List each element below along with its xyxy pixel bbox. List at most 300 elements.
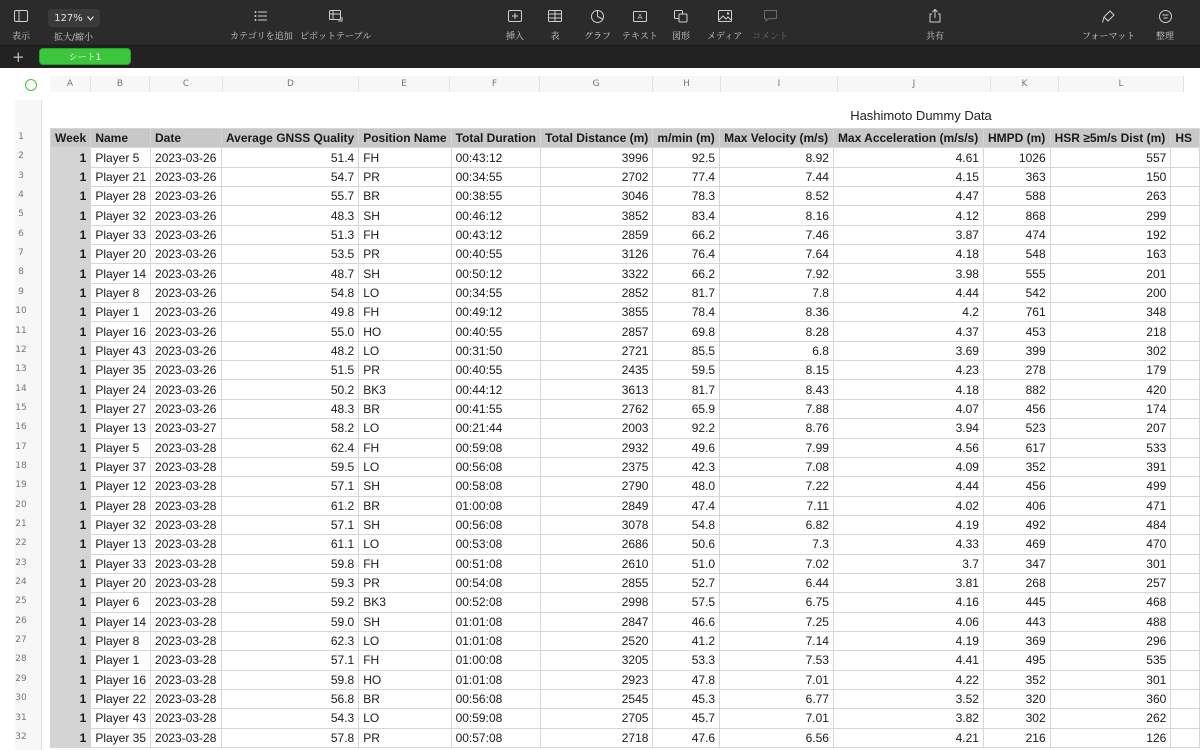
table-cell[interactable]: 45.3 (653, 689, 720, 708)
table-cell[interactable]: 218 (1050, 322, 1171, 341)
table-cell[interactable]: 301 (1050, 670, 1171, 689)
table-cell[interactable]: 00:57:08 (451, 728, 541, 747)
table-cell[interactable]: 53.3 (653, 651, 720, 670)
table-cell[interactable]: SH (359, 206, 451, 225)
table-cell[interactable]: 1026 (983, 148, 1050, 167)
table-cell[interactable]: 1 (51, 496, 91, 515)
table-cell[interactable]: 882 (983, 380, 1050, 399)
table-cell-empty[interactable] (1171, 341, 1200, 360)
table-cell[interactable]: 4.07 (833, 399, 983, 418)
table-cell[interactable]: Player 22 (91, 689, 151, 708)
table-cell[interactable]: 00:59:08 (451, 438, 541, 457)
table-cell[interactable]: 7.99 (720, 438, 834, 457)
table-cell[interactable]: 00:31:50 (451, 341, 541, 360)
table-cell[interactable]: BR (359, 399, 451, 418)
table-cell[interactable]: 1 (51, 612, 91, 631)
table-cell[interactable]: 4.2 (833, 303, 983, 322)
table-cell-empty[interactable] (1171, 245, 1200, 264)
table-cell[interactable]: 65.9 (653, 399, 720, 418)
table-cell-empty[interactable] (1171, 380, 1200, 399)
table-cell[interactable]: HO (359, 322, 451, 341)
table-cell[interactable]: 2023-03-28 (151, 535, 222, 554)
table-cell[interactable]: 3.81 (833, 573, 983, 592)
add-category-button[interactable] (230, 6, 293, 42)
column-header-d[interactable]: D (223, 76, 359, 92)
table-cell[interactable]: 299 (1050, 206, 1171, 225)
table-cell[interactable]: Player 35 (91, 361, 151, 380)
table-cell-empty[interactable] (1171, 573, 1200, 592)
comment-button[interactable] (752, 6, 788, 42)
table-cell[interactable]: 301 (1050, 554, 1171, 573)
table-cell[interactable]: FH (359, 148, 451, 167)
table-cell[interactable]: 2686 (541, 535, 653, 554)
header-cell[interactable]: Max Velocity (m/s) (720, 129, 834, 148)
table-cell[interactable]: 3.7 (833, 554, 983, 573)
table-cell[interactable]: 6.75 (720, 593, 834, 612)
table-cell[interactable]: 62.4 (221, 438, 358, 457)
row-number[interactable]: 4 (18, 190, 24, 201)
table-cell[interactable]: 262 (1050, 709, 1171, 728)
table-cell[interactable]: 52.7 (653, 573, 720, 592)
table-cell[interactable]: LO (359, 535, 451, 554)
table-cell[interactable]: 54.3 (221, 709, 358, 728)
table-cell[interactable]: 7.01 (720, 670, 834, 689)
table-cell[interactable]: 00:40:55 (451, 361, 541, 380)
table-cell[interactable]: SH (359, 612, 451, 631)
table-cell[interactable]: 83.4 (653, 206, 720, 225)
table-cell[interactable]: 6.8 (720, 341, 834, 360)
row-number[interactable]: 1 (18, 132, 24, 142)
table-cell[interactable]: 61.2 (221, 496, 358, 515)
table-cell[interactable]: 2023-03-28 (151, 631, 222, 650)
table-cell[interactable]: 00:43:12 (451, 225, 541, 244)
table-cell[interactable]: 257 (1050, 573, 1171, 592)
table-cell[interactable]: 7.22 (720, 477, 834, 496)
table-cell[interactable]: 2023-03-26 (151, 361, 222, 380)
table-cell[interactable]: 51.3 (221, 225, 358, 244)
pivot-table-button[interactable] (300, 6, 371, 42)
table-cell[interactable]: BK3 (359, 380, 451, 399)
table-cell[interactable]: Player 8 (91, 631, 151, 650)
table-cell[interactable]: Player 32 (91, 206, 151, 225)
table-cell[interactable]: 1 (51, 283, 91, 302)
table-cell[interactable]: Player 35 (91, 728, 151, 747)
table-cell[interactable]: 50.2 (221, 380, 358, 399)
table-cell[interactable]: 59.0 (221, 612, 358, 631)
table-cell[interactable]: 1 (51, 206, 91, 225)
table-cell[interactable]: 78.3 (653, 187, 720, 206)
table-cell-empty[interactable] (1171, 322, 1200, 341)
table-cell[interactable]: 2003 (541, 419, 653, 438)
table-cell[interactable]: 2705 (541, 709, 653, 728)
table-cell[interactable]: 2023-03-28 (151, 573, 222, 592)
table-cell[interactable]: 49.8 (221, 303, 358, 322)
table-cell[interactable]: 192 (1050, 225, 1171, 244)
table-cell[interactable]: 1 (51, 670, 91, 689)
table-cell[interactable]: 42.3 (653, 457, 720, 476)
table-cell[interactable]: 00:59:08 (451, 709, 541, 728)
header-cell[interactable]: m/min (m) (653, 129, 720, 148)
table-cell[interactable]: 163 (1050, 245, 1171, 264)
table-cell[interactable]: 369 (983, 631, 1050, 650)
table-cell[interactable]: 53.5 (221, 245, 358, 264)
spreadsheet-canvas[interactable] (0, 68, 1200, 750)
shape-button[interactable] (672, 6, 690, 42)
table-cell[interactable]: 495 (983, 651, 1050, 670)
table-button[interactable] (548, 6, 562, 42)
table-cell[interactable]: 3996 (541, 148, 653, 167)
table-cell[interactable]: 3613 (541, 380, 653, 399)
table-cell[interactable]: 347 (983, 554, 1050, 573)
header-cell[interactable]: HSR ≥5m/s Dist (m) (1050, 129, 1171, 148)
table-title[interactable]: Hashimoto Dummy Data (850, 108, 992, 123)
table-cell[interactable]: 2023-03-26 (151, 225, 222, 244)
table-cell[interactable]: 8.28 (720, 322, 834, 341)
table-cell[interactable]: 443 (983, 612, 1050, 631)
table-cell[interactable]: 263 (1050, 187, 1171, 206)
table-cell[interactable]: 00:56:08 (451, 515, 541, 534)
table-cell[interactable]: 8.52 (720, 187, 834, 206)
table-cell[interactable]: 4.23 (833, 361, 983, 380)
table-cell[interactable]: 1 (51, 573, 91, 592)
zoom-dropdown[interactable] (48, 9, 100, 27)
table-cell[interactable]: 2435 (541, 361, 653, 380)
table-cell[interactable]: 492 (983, 515, 1050, 534)
table-cell[interactable]: 7.92 (720, 264, 834, 283)
table-cell[interactable]: 48.3 (221, 206, 358, 225)
row-number[interactable]: 8 (18, 267, 24, 278)
table-cell[interactable]: 57.1 (221, 515, 358, 534)
table-cell[interactable]: 4.19 (833, 631, 983, 650)
table-cell[interactable]: 360 (1050, 689, 1171, 708)
table-cell[interactable]: 4.15 (833, 167, 983, 186)
table-cell[interactable]: 179 (1050, 361, 1171, 380)
table-cell[interactable]: 2023-03-26 (151, 303, 222, 322)
table-cell[interactable]: 00:34:55 (451, 167, 541, 186)
table-cell[interactable]: 55.0 (221, 322, 358, 341)
row-number[interactable]: 12 (15, 344, 27, 355)
table-cell[interactable]: Player 33 (91, 225, 151, 244)
table-cell[interactable]: 78.4 (653, 303, 720, 322)
table-cell-empty[interactable] (1171, 689, 1200, 708)
table-cell[interactable]: Player 1 (91, 651, 151, 670)
row-number[interactable]: 18 (15, 460, 27, 471)
table-cell[interactable]: 2847 (541, 612, 653, 631)
table-cell[interactable]: 4.56 (833, 438, 983, 457)
table-cell[interactable]: 4.44 (833, 283, 983, 302)
table-cell[interactable]: 54.8 (653, 515, 720, 534)
table-cell[interactable]: 2023-03-26 (151, 187, 222, 206)
table-cell[interactable]: 320 (983, 689, 1050, 708)
add-sheet-button[interactable]: + (12, 48, 25, 66)
table-cell[interactable]: 56.8 (221, 689, 358, 708)
table-cell[interactable]: 1 (51, 631, 91, 650)
table-cell[interactable]: 1 (51, 689, 91, 708)
table-cell[interactable]: 474 (983, 225, 1050, 244)
table-cell[interactable]: Player 28 (91, 187, 151, 206)
table-cell[interactable]: 4.12 (833, 206, 983, 225)
header-cell[interactable]: Total Duration (451, 129, 541, 148)
table-cell[interactable]: 1 (51, 399, 91, 418)
column-header-k[interactable]: K (991, 76, 1059, 92)
table-cell-empty[interactable] (1171, 438, 1200, 457)
table-cell[interactable]: BR (359, 689, 451, 708)
table-cell[interactable]: 7.8 (720, 283, 834, 302)
view-button[interactable] (12, 6, 30, 42)
table-cell[interactable]: 1 (51, 515, 91, 534)
table-cell[interactable]: 4.33 (833, 535, 983, 554)
table-cell[interactable]: 00:53:08 (451, 535, 541, 554)
table-cell[interactable]: Player 12 (91, 477, 151, 496)
table-cell[interactable]: 2998 (541, 593, 653, 612)
table-cell[interactable]: Player 5 (91, 148, 151, 167)
row-number[interactable]: 30 (15, 693, 27, 704)
table-cell[interactable]: LO (359, 709, 451, 728)
table-cell[interactable]: 7.88 (720, 399, 834, 418)
table-cell[interactable]: 296 (1050, 631, 1171, 650)
table-cell[interactable]: 1 (51, 167, 91, 186)
row-number[interactable]: 28 (15, 654, 27, 665)
table-cell[interactable]: 01:01:08 (451, 631, 541, 650)
header-cell[interactable]: Week (51, 129, 91, 148)
table-cell[interactable]: BR (359, 496, 451, 515)
column-header-j[interactable]: J (838, 76, 991, 92)
table-cell[interactable]: 00:21:44 (451, 419, 541, 438)
table-cell[interactable]: PR (359, 573, 451, 592)
text-button[interactable] (622, 6, 658, 42)
table-cell[interactable]: 4.44 (833, 477, 983, 496)
table-cell[interactable]: 445 (983, 593, 1050, 612)
table-cell[interactable]: 2610 (541, 554, 653, 573)
table-cell[interactable]: 47.8 (653, 670, 720, 689)
table-cell-empty[interactable] (1171, 457, 1200, 476)
table-cell[interactable]: 00:43:12 (451, 148, 541, 167)
table-cell[interactable]: 48.0 (653, 477, 720, 496)
table-cell[interactable]: 2859 (541, 225, 653, 244)
table-cell[interactable]: LO (359, 283, 451, 302)
table-cell[interactable]: LO (359, 419, 451, 438)
row-number[interactable]: 6 (18, 228, 24, 239)
row-number[interactable]: 32 (15, 731, 27, 742)
table-cell[interactable]: 216 (983, 728, 1050, 747)
table-cell[interactable]: 7.25 (720, 612, 834, 631)
table-cell[interactable]: Player 8 (91, 283, 151, 302)
share-button[interactable] (926, 6, 944, 42)
table-cell[interactable]: 1 (51, 728, 91, 747)
table-cell[interactable]: 4.22 (833, 670, 983, 689)
row-number[interactable]: 21 (15, 519, 27, 529)
table-cell[interactable]: 470 (1050, 535, 1171, 554)
table-cell[interactable]: 1 (51, 651, 91, 670)
table-cell[interactable]: 2023-03-28 (151, 593, 222, 612)
table-cell[interactable]: 54.7 (221, 167, 358, 186)
table-cell[interactable]: 4.19 (833, 515, 983, 534)
table-cell[interactable]: 3.69 (833, 341, 983, 360)
table-cell[interactable]: 7.64 (720, 245, 834, 264)
table-cell[interactable]: 542 (983, 283, 1050, 302)
table-cell[interactable]: LO (359, 631, 451, 650)
table-cell[interactable]: 523 (983, 419, 1050, 438)
table-cell[interactable]: 2023-03-28 (151, 651, 222, 670)
table-cell[interactable]: 2023-03-26 (151, 206, 222, 225)
table-cell[interactable]: 51.0 (653, 554, 720, 573)
table-cell[interactable]: 2023-03-27 (151, 419, 222, 438)
header-cell[interactable]: Max Acceleration (m/s/s) (833, 129, 983, 148)
table-cell-empty[interactable] (1171, 399, 1200, 418)
table-cell[interactable]: PR (359, 167, 451, 186)
table-cell[interactable]: 1 (51, 709, 91, 728)
table-cell[interactable]: 01:00:08 (451, 496, 541, 515)
table-cell[interactable]: 3.87 (833, 225, 983, 244)
table-cell[interactable]: 268 (983, 573, 1050, 592)
row-number[interactable]: 11 (15, 325, 27, 336)
table-cell[interactable]: 01:01:08 (451, 670, 541, 689)
table-cell[interactable]: 2023-03-26 (151, 341, 222, 360)
table-cell[interactable]: Player 37 (91, 457, 151, 476)
table-cell[interactable]: PR (359, 361, 451, 380)
table-cell[interactable]: Player 32 (91, 515, 151, 534)
row-number[interactable]: 31 (15, 712, 27, 723)
table-cell[interactable]: 3126 (541, 245, 653, 264)
table-cell[interactable]: 47.4 (653, 496, 720, 515)
table-cell[interactable]: 6.56 (720, 728, 834, 747)
table-cell[interactable]: 81.7 (653, 283, 720, 302)
table-cell[interactable]: 77.4 (653, 167, 720, 186)
table-cell-empty[interactable] (1171, 631, 1200, 650)
table-cell[interactable]: LO (359, 341, 451, 360)
table-cell[interactable]: 2857 (541, 322, 653, 341)
table-cell[interactable]: 2520 (541, 631, 653, 650)
table-cell[interactable]: 6.44 (720, 573, 834, 592)
table-cell[interactable]: 01:01:08 (451, 612, 541, 631)
table-cell[interactable]: 363 (983, 167, 1050, 186)
table-cell[interactable]: 2023-03-26 (151, 322, 222, 341)
table-cell[interactable]: 420 (1050, 380, 1171, 399)
row-number[interactable]: 7 (18, 248, 24, 259)
table-cell-empty[interactable] (1171, 515, 1200, 534)
table-cell[interactable]: 66.2 (653, 225, 720, 244)
table-cell[interactable]: 150 (1050, 167, 1171, 186)
table-cell-empty[interactable] (1171, 651, 1200, 670)
table-cell[interactable]: 7.53 (720, 651, 834, 670)
table-cell[interactable]: 00:49:12 (451, 303, 541, 322)
table-cell[interactable]: 50.6 (653, 535, 720, 554)
table-cell[interactable]: 51.4 (221, 148, 358, 167)
table-cell[interactable]: 2790 (541, 477, 653, 496)
table-cell[interactable]: Player 6 (91, 593, 151, 612)
table-cell-empty[interactable] (1171, 148, 1200, 167)
table-cell[interactable]: 2923 (541, 670, 653, 689)
table-cell[interactable]: SH (359, 264, 451, 283)
table-cell[interactable]: 7.14 (720, 631, 834, 650)
table-cell[interactable]: 4.06 (833, 612, 983, 631)
table-cell[interactable]: 00:44:12 (451, 380, 541, 399)
table-cell[interactable]: 2023-03-26 (151, 283, 222, 302)
table-cell[interactable]: 57.1 (221, 477, 358, 496)
table-cell[interactable]: 406 (983, 496, 1050, 515)
table-cell[interactable]: Player 20 (91, 245, 151, 264)
table-cell-empty[interactable] (1171, 361, 1200, 380)
table-cell[interactable]: 2023-03-28 (151, 515, 222, 534)
table-cell[interactable]: Player 28 (91, 496, 151, 515)
table-cell[interactable]: 7.44 (720, 167, 834, 186)
table-cell[interactable]: 4.16 (833, 593, 983, 612)
table-cell[interactable]: 2023-03-28 (151, 477, 222, 496)
column-header-e[interactable]: E (359, 76, 450, 92)
table-cell[interactable]: 3852 (541, 206, 653, 225)
table-cell[interactable]: 548 (983, 245, 1050, 264)
row-number[interactable]: 20 (15, 499, 27, 510)
row-number[interactable]: 25 (15, 596, 27, 607)
table-cell[interactable]: 59.8 (221, 554, 358, 573)
table-cell[interactable]: 1 (51, 303, 91, 322)
table-cell[interactable]: 8.92 (720, 148, 834, 167)
row-number[interactable]: 24 (15, 577, 27, 588)
table-cell[interactable]: 57.8 (221, 728, 358, 747)
table-cell[interactable]: 2023-03-26 (151, 264, 222, 283)
table-cell[interactable]: 59.5 (653, 361, 720, 380)
table-cell[interactable]: Player 16 (91, 322, 151, 341)
table-cell[interactable]: 1 (51, 264, 91, 283)
table-cell[interactable]: 69.8 (653, 322, 720, 341)
table-cell[interactable]: 76.4 (653, 245, 720, 264)
table-cell-empty[interactable] (1171, 283, 1200, 302)
table-cell[interactable]: Player 21 (91, 167, 151, 186)
table-cell[interactable]: 4.18 (833, 380, 983, 399)
table-cell[interactable]: 348 (1050, 303, 1171, 322)
table-cell[interactable]: Player 27 (91, 399, 151, 418)
table-cell[interactable]: 4.18 (833, 245, 983, 264)
header-cell[interactable]: Total Distance (m) (541, 129, 653, 148)
table-cell[interactable]: 557 (1050, 148, 1171, 167)
table-cell[interactable]: 45.7 (653, 709, 720, 728)
table-cell[interactable]: BR (359, 187, 451, 206)
table-cell[interactable]: 2023-03-28 (151, 689, 222, 708)
table-cell[interactable]: 00:50:12 (451, 264, 541, 283)
table-cell[interactable]: 302 (983, 709, 1050, 728)
table-cell[interactable]: 58.2 (221, 419, 358, 438)
table-cell[interactable]: Player 16 (91, 670, 151, 689)
table-cell[interactable]: 469 (983, 535, 1050, 554)
table-cell[interactable]: 51.5 (221, 361, 358, 380)
table-cell[interactable]: 2762 (541, 399, 653, 418)
row-number[interactable]: 13 (15, 364, 27, 375)
table-cell[interactable]: 352 (983, 457, 1050, 476)
table-cell[interactable]: 57.1 (221, 651, 358, 670)
table-cell[interactable]: FH (359, 303, 451, 322)
table-cell[interactable]: 7.01 (720, 709, 834, 728)
table-cell[interactable]: 1 (51, 187, 91, 206)
table-cell[interactable]: 7.3 (720, 535, 834, 554)
table-cell[interactable]: 4.41 (833, 651, 983, 670)
table-cell[interactable]: 533 (1050, 438, 1171, 457)
table-cell-empty[interactable] (1171, 477, 1200, 496)
table-cell[interactable]: Player 1 (91, 303, 151, 322)
table-cell[interactable]: 588 (983, 187, 1050, 206)
table-cell[interactable]: 01:00:08 (451, 651, 541, 670)
header-cell[interactable]: Average GNSS Quality (221, 129, 358, 148)
table-cell[interactable]: 761 (983, 303, 1050, 322)
header-cell[interactable]: Date (151, 129, 222, 148)
table-cell[interactable]: 2023-03-28 (151, 728, 222, 747)
header-cell[interactable]: Position Name (359, 129, 451, 148)
table-cell[interactable]: 00:38:55 (451, 187, 541, 206)
row-number[interactable]: 29 (15, 673, 27, 684)
table-cell[interactable]: 1 (51, 554, 91, 573)
table-cell[interactable]: 2023-03-26 (151, 399, 222, 418)
tab-sheet-1[interactable] (39, 48, 131, 65)
table-cell[interactable]: 59.5 (221, 457, 358, 476)
